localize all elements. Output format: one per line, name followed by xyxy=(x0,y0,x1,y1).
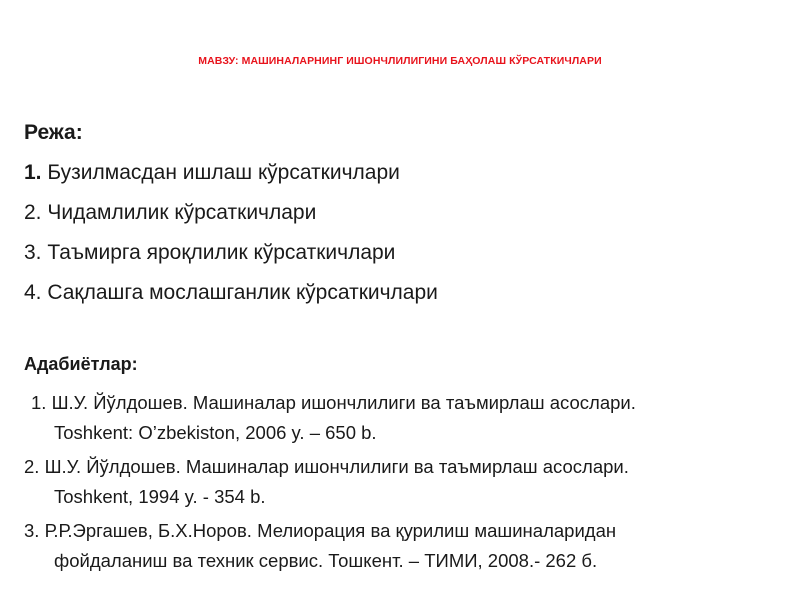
plan-item-number: 2. xyxy=(24,201,42,224)
plan-item-number: 4. xyxy=(24,281,42,304)
references-heading: Адабиётлар: xyxy=(24,354,138,374)
plan-item-4 xyxy=(24,281,438,305)
reference-line: 1. Ш.У. Йўлдошев. Машиналар ишончлилиги ва таъмирлаш асослари. xyxy=(31,392,636,413)
reference-line: Toshkent: O’zbekiston, 2006 y. – 650 b. xyxy=(54,422,377,443)
reference-line: Toshkent, 1994 y. - 354 b. xyxy=(54,486,266,507)
plan-item-1 xyxy=(24,161,400,185)
plan-item-2 xyxy=(24,201,316,225)
plan-item-text: Сақлашга мослашганлик кўрсаткичлари xyxy=(41,281,438,304)
reference-item-1 xyxy=(31,388,636,448)
plan-item-number: 3. xyxy=(24,241,42,264)
plan-item-text: Таъмирга яроқлилик кўрсаткичлари xyxy=(41,241,396,264)
reference-item-3 xyxy=(24,516,616,576)
plan-item-number: 1. xyxy=(24,161,42,184)
reference-line: 3. Р.Р.Эргашев, Б.Х.Норов. Мелиорация ва қурилиш машиналаридан xyxy=(24,520,617,541)
reference-line: 2. Ш.У. Йўлдошев. Машиналар ишончлилиги ва таъмирлаш асослари. xyxy=(24,456,629,477)
reference-item-2 xyxy=(24,452,629,512)
plan-heading: Режа: xyxy=(24,121,83,144)
reference-line: фойдаланиш ва техник сервис. Тошкент. – ТИМИ, 2008.- 262 б. xyxy=(54,550,598,571)
plan-item-text: Чидамлилик кўрсаткичлари xyxy=(41,201,317,224)
plan-item-text: Бузилмасдан ишлаш кўрсаткичлари xyxy=(41,161,400,184)
plan-item-3 xyxy=(24,241,395,265)
slide-title: МАВЗУ: МАШИНАЛАРНИНГ ИШОНЧЛИЛИГИНИ БАҲОЛАШ КЎРСАТКИЧЛАРИ xyxy=(198,55,602,67)
